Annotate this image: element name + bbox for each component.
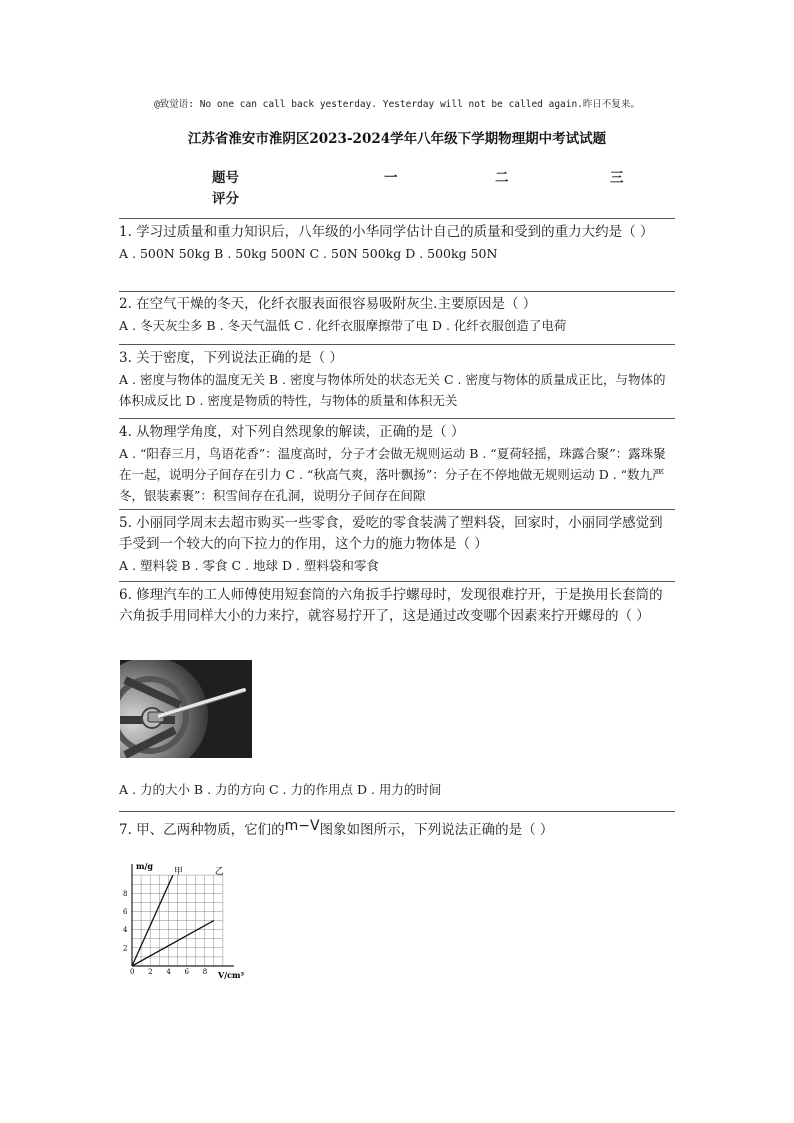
score-cell: 题号: [212, 170, 239, 186]
score-cell: 三: [610, 170, 624, 186]
x-tick-label: 0: [130, 968, 135, 976]
question-stem: 3. 关于密度，下列说法正确的是（ ）: [119, 350, 343, 366]
question-options: A . “阳春三月，鸟语花香”：温度高时，分子才会做无规则运动 B . “夏荷轻摇，珠露合聚”：露珠聚在一起，说明分子间存在引力 C . “秋高气爽，落叶飘扬”：分子在不停地做无规则运动 D . “数九严冬，银装素裹”：积雪间存在孔洞，说明分子间存在间隙: [119, 446, 666, 503]
question-3: [119, 348, 675, 411]
question-6-options: [119, 779, 675, 800]
score-cell: 一: [384, 170, 398, 186]
score-table-row: [212, 166, 652, 187]
divider: [119, 291, 675, 292]
question-6: [119, 585, 675, 627]
question-4: [119, 422, 675, 506]
question-2: [119, 294, 675, 336]
y-tick-label: 2: [123, 944, 128, 953]
math-mv: m−V: [284, 818, 320, 834]
mv-chart: [122, 860, 254, 982]
question-7: [119, 820, 675, 841]
question-options: A . 冬天灰尘多 B . 冬天气温低 C . 化纤衣服摩擦带了电 D . 化纤衣服创造了电荷: [119, 318, 567, 333]
question-stem: [119, 820, 675, 841]
y-tick-label: 4: [123, 926, 128, 935]
x-tick-label: 6: [184, 968, 190, 976]
wrench-photo: [120, 660, 252, 758]
question-1: [119, 222, 675, 264]
score-table-row: [212, 187, 652, 208]
stem-text: 7. 甲、乙两种物质，它们的: [119, 822, 285, 838]
score-cell: 评分: [212, 191, 239, 207]
divider: [119, 811, 675, 812]
question-stem: 4. 从物理学角度，对下列自然现象的解读，正确的是（ ）: [119, 424, 465, 440]
score-table: [212, 166, 652, 208]
divider: [119, 418, 675, 419]
divider: [119, 581, 675, 582]
y-tick-label: 8: [123, 889, 128, 898]
question-stem: 2. 在空气干燥的冬天，化纤衣服表面很容易吸附灰尘.主要原因是（ ）: [119, 296, 537, 312]
motto-line: @致觉语: No one can call back yesterday. Yesterday will not be called again.昨日不复来。: [154, 99, 640, 110]
chart-ticks: [123, 890, 207, 976]
stem-text: 图象如图所示，下列说法正确的是（ ）: [319, 822, 554, 838]
question-options: A . 力的大小 B . 力的方向 C . 力的作用点 D . 用力的时间: [119, 782, 442, 797]
series-label-yi: 乙: [214, 867, 224, 878]
y-axis-label: m/g: [136, 861, 153, 871]
question-stem: 6. 修理汽车的工人师傅使用短套筒的六角扳手拧螺母时，发现很难拧开，于是换用长套筒的六角扳手用同样大小的力来拧，就容易拧开了，这是通过改变哪个因素来拧开螺母的（ ）: [119, 587, 663, 624]
chart-grid: [132, 875, 223, 966]
score-cell: 二: [495, 170, 509, 186]
x-axis-label: V/cm³: [218, 970, 244, 980]
x-tick-label: 2: [148, 968, 153, 976]
series-label-jia: 甲: [173, 867, 183, 878]
y-tick-label: 6: [123, 907, 128, 916]
x-tick-label: 4: [166, 968, 171, 976]
question-options: A . 密度与物体的温度无关 B . 密度与物体所处的状态无关 C . 密度与物体的质量成正比，与物体的体积成反比 D . 密度是物质的特性，与物体的质量和体积无关: [119, 372, 666, 408]
divider: [119, 509, 675, 510]
page-title: 江苏省淮安市淮阴区2023-2024学年八年级下学期物理期中考试试题: [187, 131, 607, 147]
question-stem: 1. 学习过质量和重力知识后，八年级的小华同学估计自己的质量和受到的重力大约是（ ）: [119, 224, 654, 240]
divider: [119, 344, 675, 345]
x-tick-label: 8: [202, 968, 208, 976]
divider: [119, 218, 675, 219]
series-line-yi: [132, 921, 214, 966]
question-5: [119, 513, 675, 576]
question-stem: 5. 小丽同学周末去超市购买一些零食，爱吃的零食装满了塑料袋，回家时，小丽同学感觉到手受到一个较大的向下拉力的作用，这个力的施力物体是（ ）: [119, 515, 663, 552]
question-options: A . 塑料袋 B . 零食 C . 地球 D . 塑料袋和零食: [119, 558, 379, 573]
question-options: A . 500N 50kg B . 50kg 500N C . 50N 500kg D . 500kg 50N: [119, 246, 498, 261]
